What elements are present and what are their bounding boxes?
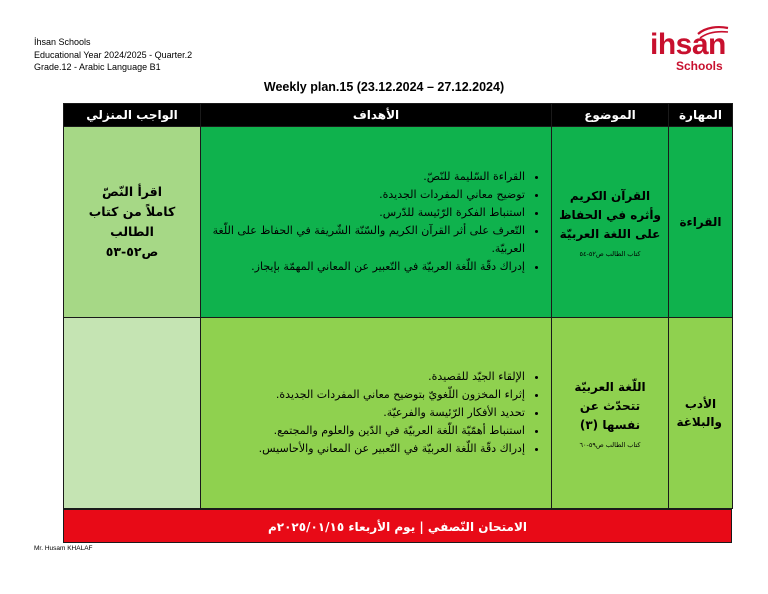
weekly-plan-table — [63, 103, 733, 509]
list-item: • التّعرف على أثر القرآن الكريم والسّنّة الشّريفة في الحفاظ على اللّغة العربيّة. — [209, 222, 525, 258]
header-goals: الأهداف — [201, 104, 552, 127]
skill-cell — [669, 318, 733, 509]
list-item: • القراءة السّليمة للنّصّ. — [209, 168, 525, 186]
topic-text: اللّغة العربيّة تتحدّث عن نفسها (٣) — [574, 379, 646, 432]
header-topic: الموضوع — [552, 104, 669, 127]
skill-text: القراءة — [679, 215, 722, 229]
logo-sub-text: Schools — [676, 59, 723, 73]
list-item: • استنباط أهمّيّة اللّغة العربيّة في الدّين والعلوم والمجتمع. — [209, 422, 525, 440]
goals-list — [201, 168, 551, 276]
goals-list — [201, 368, 551, 458]
homework-cell — [64, 318, 201, 509]
ihsan-logo — [648, 24, 732, 76]
school-name: İhsan Schools — [34, 37, 91, 47]
school-header — [34, 36, 192, 74]
exam-banner: الامتحان النّصفي | يوم الأربعاء ٢٠٢٥/٠١/١٥م — [63, 509, 732, 543]
list-item: • تحديد الأفكار الرّئيسة والفرعيّة. — [209, 404, 525, 422]
teacher-name: Mr. Husam KHALAF — [34, 545, 93, 552]
page-title: Weekly plan.15 (23.12.2024 – 27.12.2024) — [263, 80, 505, 94]
skill-text: الأدب والبلاغة — [676, 397, 722, 429]
homework-cell — [64, 127, 201, 318]
goals-cell — [201, 318, 552, 509]
list-item: • توضيح معاني المفردات الجديدة. — [209, 186, 525, 204]
list-item: • إثراء المخزون اللّغويّ بتوضيح معاني المفردات الجديدة. — [209, 386, 525, 404]
homework-text: اقرأ النّصّ كاملاً من كتاب الطالب ص٥٢-٥٣ — [88, 184, 176, 259]
list-item: • استنباط الفكرة الرّئيسة للدّرس. — [209, 204, 525, 222]
topic-reference: كتاب الطالب ص٥٢-٥٤ — [579, 249, 641, 258]
logo-main-text: ihsan — [650, 28, 726, 61]
header-skill: المهارة — [669, 104, 733, 127]
list-item: • إدراك دقّة اللّغة العربيّة في التّعبير عن المعاني المهمّة بإيجاز. — [209, 258, 525, 276]
skill-cell — [669, 127, 733, 318]
topic-text: القرآن الكريم وأثره في الحفاظ على اللغة العربيّة — [559, 188, 661, 241]
topic-cell — [552, 127, 669, 318]
topic-reference: كتاب الطالب ص٥٩-٦٠ — [579, 440, 641, 449]
goals-cell — [201, 127, 552, 318]
table-row — [64, 127, 733, 318]
table-row — [64, 318, 733, 509]
list-item: • الإلقاء الجيّد للقصيدة. — [209, 368, 525, 386]
educational-year: Educational Year 2024/2025 - Quarter.2 — [34, 49, 193, 60]
table-header-row — [64, 104, 733, 127]
topic-cell — [552, 318, 669, 509]
grade-subject: Grade.12 - Arabic Language B1 — [34, 62, 161, 72]
header-homework: الواجب المنزلي — [64, 104, 201, 127]
list-item: • إدراك دقّة اللّغة العربيّة في التّعبير عن المعاني والأحاسيس. — [209, 440, 525, 458]
